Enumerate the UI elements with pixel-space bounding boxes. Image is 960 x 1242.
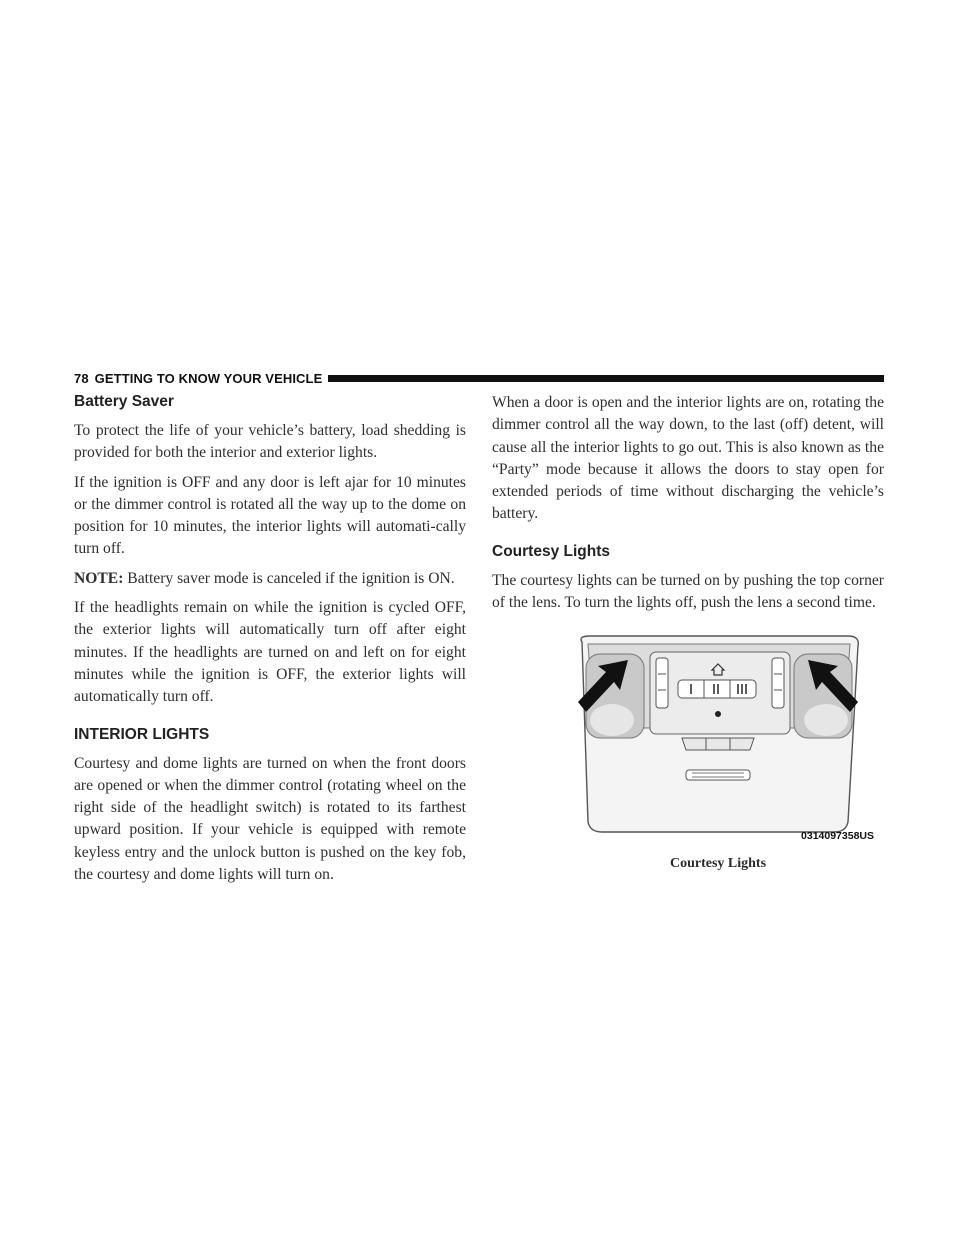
figure-code: 0314097358US xyxy=(801,830,874,843)
left-column xyxy=(74,392,466,893)
note-paragraph xyxy=(74,568,466,590)
interior-lights-heading: INTERIOR LIGHTS xyxy=(74,725,210,743)
overhead-console-illustration xyxy=(558,632,878,842)
page-header xyxy=(74,369,884,387)
battery-saver-heading: Battery Saver xyxy=(74,393,174,410)
header-rule xyxy=(328,375,884,382)
paragraph: Courtesy and dome lights are turned on when the front doors are opened or when the dimmer control (rotating wheel on the right side of the headlight switch) is rotated to its farthest upward position. If your vehicle is equipped with remote keyless entry and the unlock button is pushed on the key fob, the courtesy and dome lights will turn on. xyxy=(74,754,466,884)
paragraph: If the ignition is OFF and any door is left ajar for 10 minutes or the dimmer control is rotated all the way up to the dome on position for 10 minutes, the interior lights will automati-cally turn off. xyxy=(74,473,466,558)
paragraph: When a door is open and the interior lights are on, rotating the dimmer control all the way down, to the last (off) detent, will cause all the interior lights to go out. This is also known as the “Party” mode because it allows the doors to stay open for extended periods of time without discharging the vehicle’s battery. xyxy=(492,394,884,523)
paragraph: The courtesy lights can be turned on by pushing the top corner of the lens. To turn the lights off, push the lens a second time. xyxy=(492,571,884,612)
figure-caption: Courtesy Lights xyxy=(669,856,767,872)
courtesy-lights-figure xyxy=(558,632,878,852)
paragraph: If the headlights remain on while the ignition is cycled OFF, the exterior lights will automatically turn off after eight minutes. If the headlights are turned on and left on for eight minutes while the ignition is OFF, the exterior lights will automatically turn off. xyxy=(74,599,466,706)
page-number: 78 xyxy=(74,370,89,386)
section-title: GETTING TO KNOW YOUR VEHICLE xyxy=(94,370,323,386)
courtesy-lights-heading: Courtesy Lights xyxy=(492,542,610,560)
note-label: NOTE: xyxy=(74,569,124,587)
note-text: Battery saver mode is canceled if the ignition is ON. xyxy=(123,569,455,587)
right-column xyxy=(492,392,884,872)
paragraph: To protect the life of your vehicle’s battery, load shedding is provided for both the interior and exterior lights. xyxy=(74,422,466,462)
